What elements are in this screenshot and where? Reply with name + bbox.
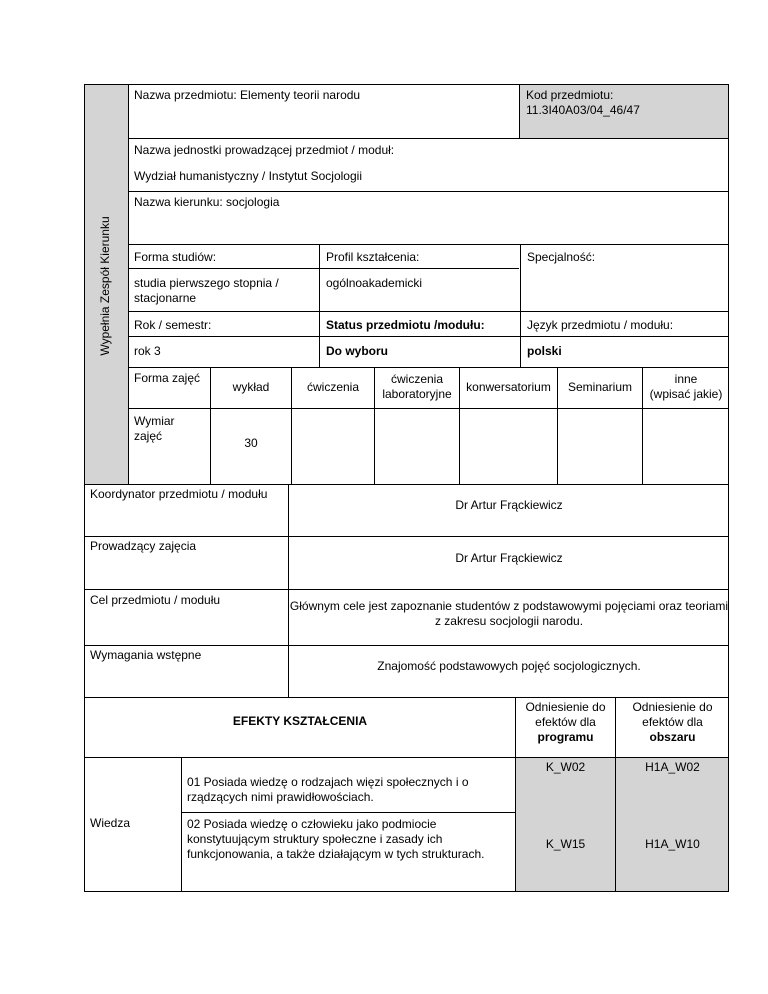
year-label: Rok / semestr: xyxy=(134,318,212,332)
subject-code-value: 11.3I40A03/04_46/47 xyxy=(526,103,640,117)
requirements-label: Wymagania wstępne xyxy=(90,648,202,662)
area-column-bg xyxy=(616,758,728,891)
effect-row-1-text: 01 Posiada wiedzę o rodzajach więzi społecznych i o rządzących nimi prawidłowościach. xyxy=(187,775,469,804)
class-col-other: inne (wpisać jakie) xyxy=(649,372,723,401)
requirements-value: Znajomość podstawowych pojęć socjologicznych. xyxy=(377,659,641,673)
class-col-lab: ćwiczenia laboratoryjne xyxy=(382,372,452,401)
coordinator-label: Koordynator przedmiotu / modułu xyxy=(90,487,268,501)
effect-row-2-program: K_W15 xyxy=(545,837,586,851)
specialty-label: Specjalność: xyxy=(527,250,596,264)
class-col-lecture: wykład xyxy=(232,380,270,394)
profile-value: ogólnoakademicki xyxy=(326,276,423,290)
class-hours-label: Wymiar zajęć xyxy=(134,414,175,443)
study-form-value: studia pierwszego stopnia / stacjonarne xyxy=(134,276,279,305)
side-label: Wypełnia Zespół Kierunku xyxy=(98,216,112,356)
class-col-seminar: Seminarium xyxy=(567,380,633,394)
program-header-bold: programu xyxy=(537,730,594,744)
year-value: rok 3 xyxy=(134,344,161,358)
effect-row-1-area: H1A_W02 xyxy=(645,760,700,774)
program-column-bg xyxy=(515,758,615,891)
class-form-label: Forma zajęć xyxy=(134,371,201,385)
effect-row-2-text: 02 Posiada wiedzę o człowieku jako podmiocie konstytuującym struktury społeczne i zasady ich funkcjonowania, a także działającym w tych strukturach. xyxy=(187,817,485,861)
class-col-exercises: ćwiczenia xyxy=(306,380,360,394)
goal-value: Głównym cele jest zapoznanie studentów z podstawowymi pojęciami oraz teoriami z zakresu socjologii narodu. xyxy=(289,599,729,628)
class-col-conversatory: konwersatorium xyxy=(466,380,551,394)
status-value: Do wyboru xyxy=(326,344,388,358)
profile-label: Profil kształcenia: xyxy=(326,250,420,264)
program-header: Odniesienie do efektów dla xyxy=(525,700,606,729)
effect-row-1-program: K_W02 xyxy=(545,760,586,774)
teacher-label: Prowadzący zajęcia xyxy=(90,539,197,553)
effect-row-2-area: H1A_W10 xyxy=(645,837,700,851)
goal-label: Cel przedmiotu / modułu xyxy=(90,593,221,607)
coordinator-value: Dr Artur Frąckiewicz xyxy=(455,498,563,512)
unit-value: Wydział humanistyczny / Instytut Socjologii xyxy=(134,169,362,183)
effects-title: EFEKTY KSZTAŁCENIA xyxy=(232,714,368,728)
status-label: Status przedmiotu /modułu: xyxy=(326,318,485,332)
unit-label: Nazwa jednostki prowadzącej przedmiot / moduł: xyxy=(134,143,395,157)
study-form-label: Forma studiów: xyxy=(134,250,217,264)
subject-name: Nazwa przedmiotu: Elementy teorii narodu xyxy=(134,88,361,102)
class-hours-lecture: 30 xyxy=(244,436,258,450)
lang-value: polski xyxy=(527,344,562,358)
area-header: Odniesienie do efektów dla xyxy=(632,700,713,729)
field-label: Nazwa kierunku: socjologia xyxy=(134,195,280,209)
teacher-value: Dr Artur Frąckiewicz xyxy=(455,551,563,565)
area-header-bold: obszaru xyxy=(649,730,696,744)
subject-code-label: Kod przedmiotu: xyxy=(526,88,614,102)
lang-label: Język przedmiotu / modułu: xyxy=(527,318,674,332)
effects-category: Wiedza xyxy=(90,816,131,830)
